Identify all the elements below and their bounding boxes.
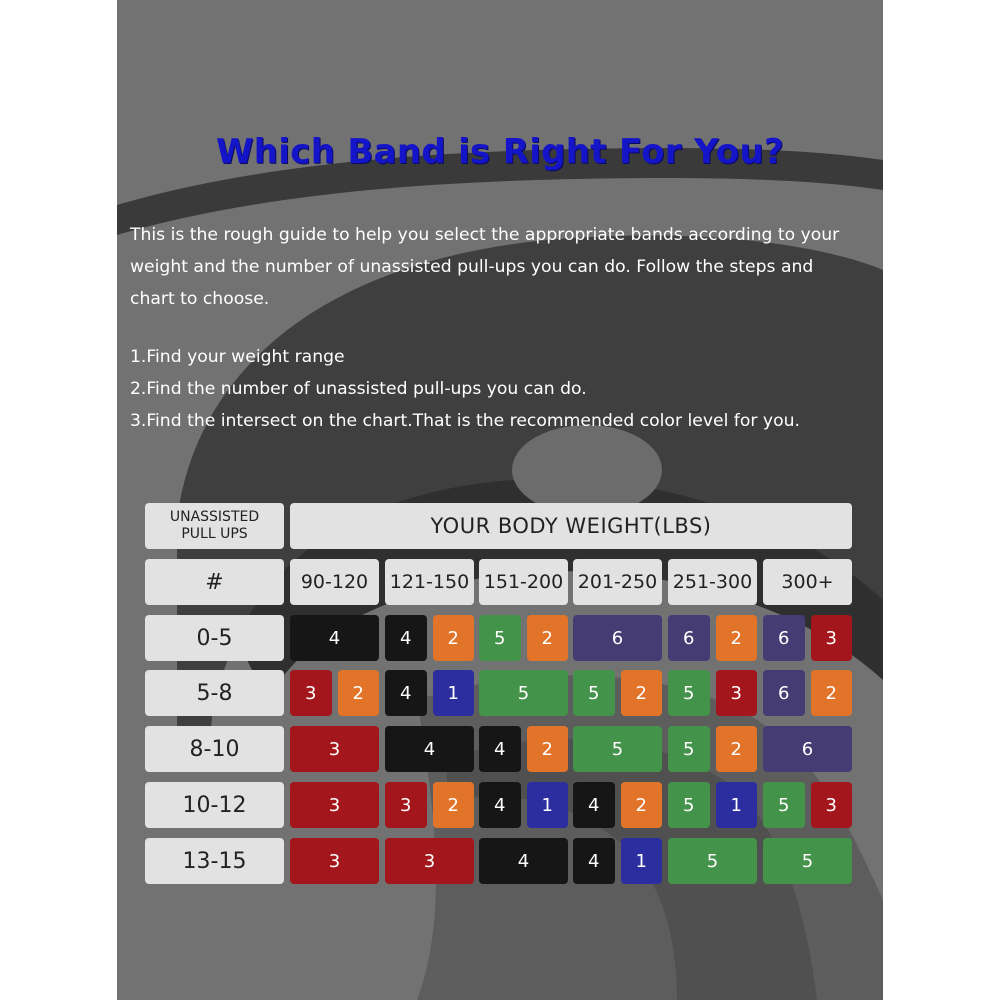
band-red-level-3: 3 [290, 782, 379, 828]
corner-header [145, 503, 284, 549]
band-purple-level-6: 6 [763, 670, 805, 716]
band-green-level-5: 5 [668, 782, 710, 828]
band-blue-level-1: 1 [716, 782, 758, 828]
intro-line-1: This is the rough guide to help you select the appropriate bands according to your [130, 225, 840, 245]
band-orange-level-2: 2 [527, 615, 569, 661]
band-red-level-3: 3 [385, 782, 427, 828]
intro-line-2: weight and the number of unassisted pull-ups you can do. Follow the steps and [130, 257, 814, 277]
weight-range-5: 300+ [763, 559, 852, 605]
band-black-level-4: 4 [385, 615, 427, 661]
band-red-level-3: 3 [811, 615, 853, 661]
pullup-range-label: 0-5 [145, 615, 284, 661]
band-orange-level-2: 2 [433, 615, 475, 661]
band-purple-level-6: 6 [763, 615, 805, 661]
band-orange-level-2: 2 [527, 726, 569, 772]
band-orange-level-2: 2 [716, 615, 758, 661]
band-green-level-5: 5 [763, 782, 805, 828]
band-black-level-4: 4 [385, 726, 474, 772]
band-orange-level-2: 2 [811, 670, 853, 716]
band-red-level-3: 3 [385, 838, 474, 884]
band-black-level-4: 4 [573, 782, 615, 828]
band-black-level-4: 4 [479, 726, 521, 772]
pullup-range-label: 10-12 [145, 782, 284, 828]
band-red-level-3: 3 [290, 670, 332, 716]
band-purple-level-6: 6 [573, 615, 662, 661]
band-orange-level-2: 2 [621, 782, 663, 828]
band-black-level-4: 4 [290, 615, 379, 661]
band-orange-level-2: 2 [433, 782, 475, 828]
step-3: 3.Find the intersect on the chart.That is the recommended color level for you. [130, 411, 800, 431]
weight-range-0: 90-120 [290, 559, 379, 605]
weight-header: YOUR BODY WEIGHT(LBS) [290, 503, 852, 549]
band-green-level-5: 5 [573, 670, 615, 716]
intro-line-3: chart to choose. [130, 289, 270, 309]
band-green-level-5: 5 [668, 726, 710, 772]
hash-header: # [145, 559, 284, 605]
pullup-range-label: 8-10 [145, 726, 284, 772]
step-2: 2.Find the number of unassisted pull-ups you can do. [130, 379, 587, 399]
pullup-range-label: 13-15 [145, 838, 284, 884]
band-purple-level-6: 6 [763, 726, 852, 772]
band-green-level-5: 5 [668, 838, 757, 884]
band-orange-level-2: 2 [621, 670, 663, 716]
weight-range-4: 251-300 [668, 559, 757, 605]
band-red-level-3: 3 [716, 670, 758, 716]
band-orange-level-2: 2 [716, 726, 758, 772]
band-green-level-5: 5 [763, 838, 852, 884]
band-black-level-4: 4 [385, 670, 427, 716]
band-blue-level-1: 1 [527, 782, 569, 828]
band-green-level-5: 5 [479, 615, 521, 661]
step-1: 1.Find your weight range [130, 347, 345, 367]
page-title: Which Band is Right For You? [216, 132, 784, 172]
weight-range-3: 201-250 [573, 559, 662, 605]
band-red-level-3: 3 [290, 838, 379, 884]
band-black-level-4: 4 [479, 782, 521, 828]
weight-range-2: 151-200 [479, 559, 568, 605]
band-red-level-3: 3 [811, 782, 853, 828]
weight-range-1: 121-150 [385, 559, 474, 605]
band-blue-level-1: 1 [433, 670, 475, 716]
band-green-level-5: 5 [479, 670, 568, 716]
band-red-level-3: 3 [290, 726, 379, 772]
band-green-level-5: 5 [573, 726, 662, 772]
band-black-level-4: 4 [573, 838, 615, 884]
band-green-level-5: 5 [668, 670, 710, 716]
corner-header-line-2: PULL UPS [181, 526, 248, 542]
guide-panel [117, 0, 883, 1000]
pullup-range-label: 5-8 [145, 670, 284, 716]
band-black-level-4: 4 [479, 838, 568, 884]
band-purple-level-6: 6 [668, 615, 710, 661]
corner-header-line-1: UNASSISTED [169, 509, 260, 525]
intro-text [130, 219, 839, 315]
band-blue-level-1: 1 [621, 838, 663, 884]
steps-list [130, 341, 800, 437]
band-orange-level-2: 2 [338, 670, 380, 716]
